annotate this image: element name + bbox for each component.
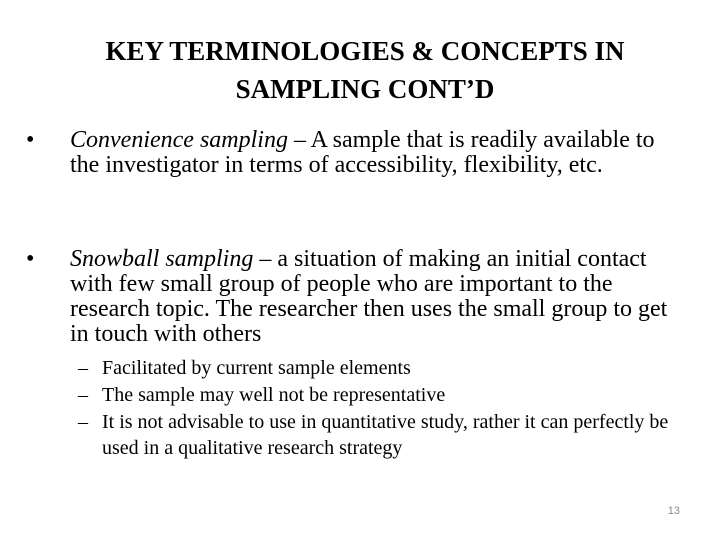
bullet-term: Convenience sampling	[70, 127, 288, 153]
bullet-text: – A sample that is readily available to the investigator in terms of accessibility, flexibility, etc.	[70, 127, 655, 178]
bullet-marker: •	[26, 127, 35, 153]
sub-bullet-1	[78, 355, 678, 381]
sub-bullet-2	[78, 382, 678, 408]
sub-bullet-marker: –	[78, 357, 88, 379]
bullet-marker: •	[26, 246, 35, 272]
title-line-1: KEY TERMINOLOGIES & CONCEPTS IN	[105, 36, 625, 66]
bullet-term: Snowball sampling	[70, 246, 254, 272]
sub-bullet-text: The sample may well not be representative	[102, 384, 446, 406]
bullet-convenience-sampling	[26, 128, 686, 178]
title-line-2: SAMPLING CONT’D	[235, 74, 495, 104]
bullet-snowball-sampling	[26, 247, 686, 347]
sub-bullet-marker: –	[78, 411, 88, 433]
sub-bullet-text: Facilitated by current sample elements	[102, 357, 411, 379]
bullet-body	[70, 247, 686, 347]
page-number: 13	[667, 505, 680, 517]
sub-bullet-text: It is not advisable to use in quantitative study, rather it can perfectly be used in a qualitative research strategy	[102, 411, 669, 459]
bullet-body	[70, 128, 686, 178]
sub-bullet-marker: –	[78, 384, 88, 406]
sub-bullet-3	[78, 409, 678, 461]
slide-title	[40, 32, 690, 108]
bullet-text: – a situation of making an initial contact with few small group of people who are important to the research topic. The researcher then uses the small group to get in touch with others	[70, 246, 668, 347]
